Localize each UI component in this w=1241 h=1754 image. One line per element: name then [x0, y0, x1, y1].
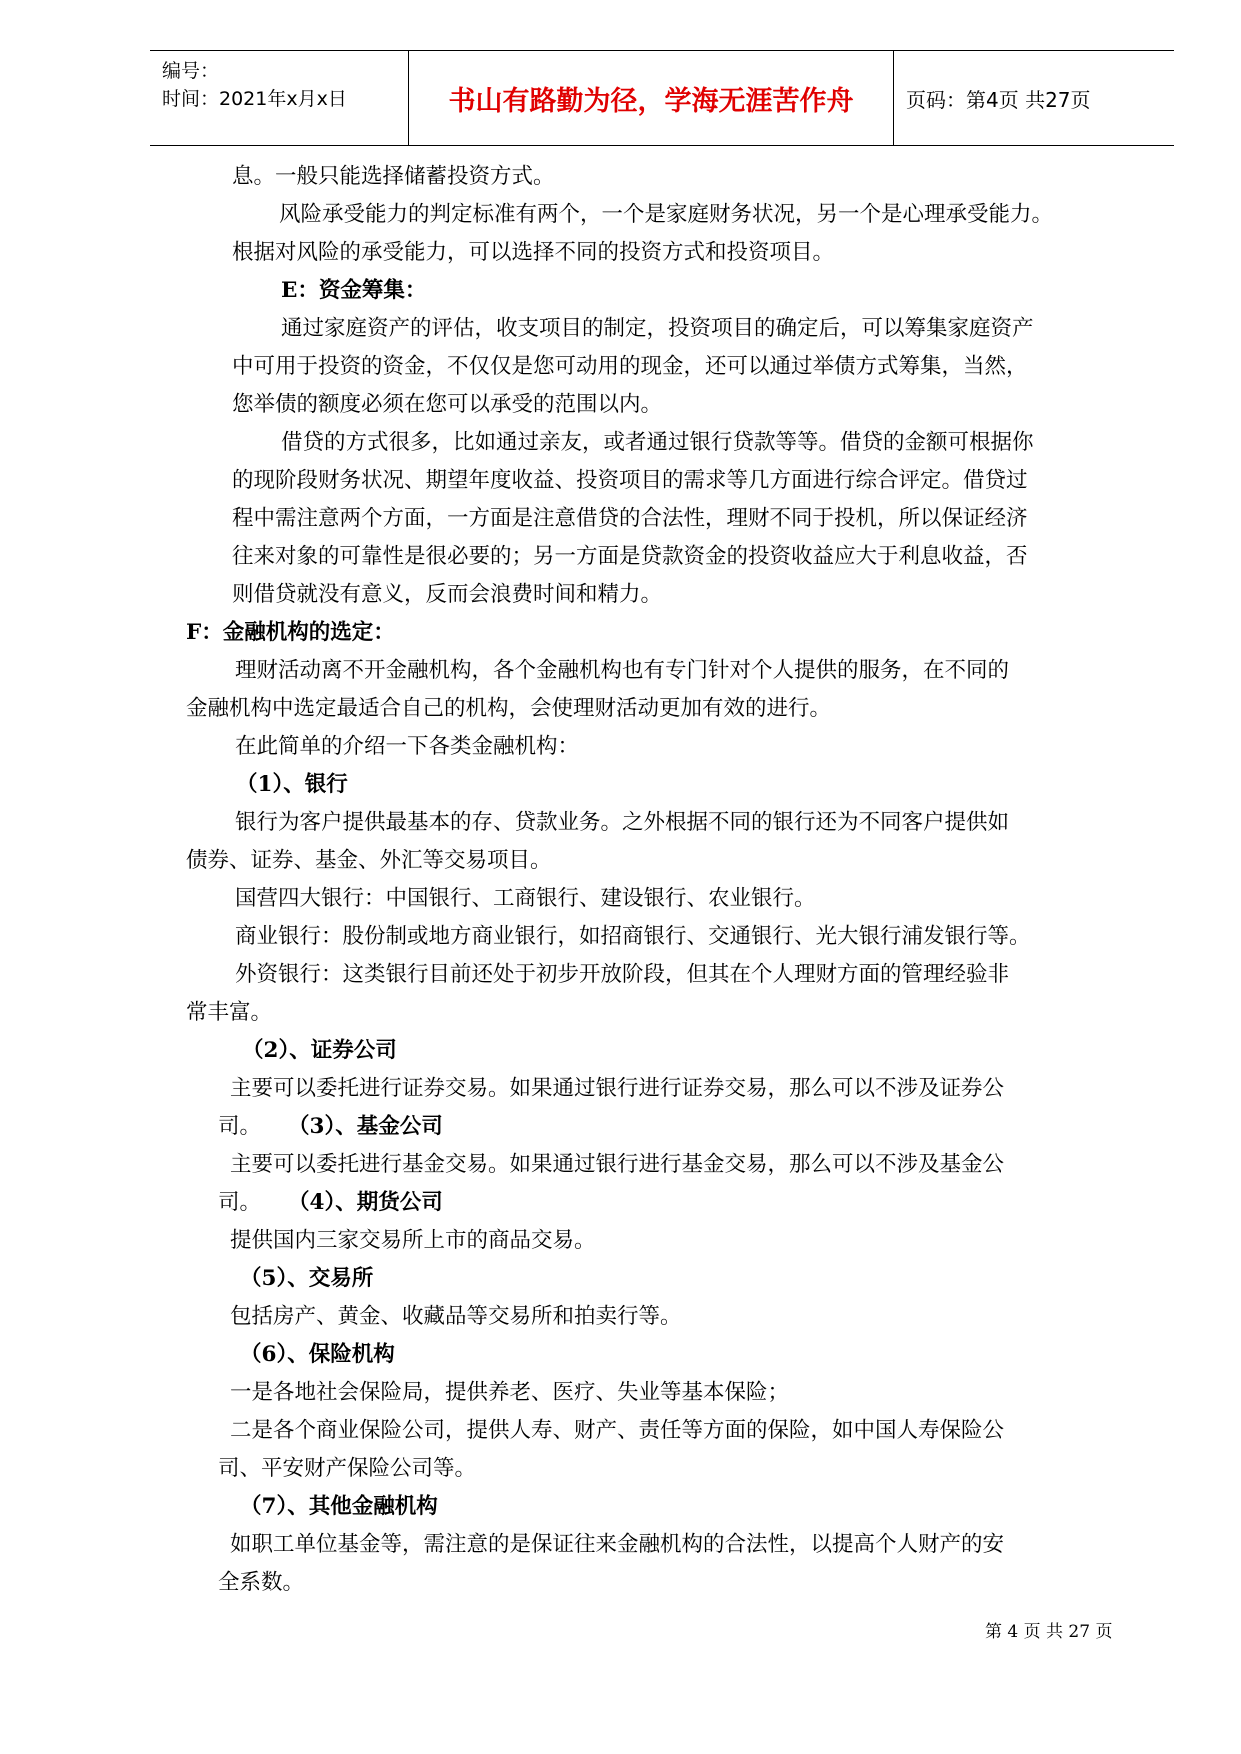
- text-line: 在此简单的介绍一下各类金融机构：: [235, 734, 580, 759]
- text-line: 债券、证券、基金、外汇等交易项目。: [186, 848, 552, 873]
- subsection-heading: （7）、其他金融机构: [240, 1494, 438, 1519]
- text-line: 程中需注意两个方面，一方面是注意借贷的合法性，理财不同于投机，所以保证经济: [232, 506, 1028, 531]
- text-line: 主要可以委托进行证券交易。如果通过银行进行证券交易，那么可以不涉及证券公: [230, 1076, 1005, 1101]
- subsection-heading: （2）、证券公司: [242, 1038, 397, 1063]
- number-label: 编号：: [162, 60, 220, 82]
- header-slogan: 书山有路勤为径，学海无涯苦作舟: [408, 51, 894, 145]
- page-footer: 第 4 页 共 27 页: [985, 1622, 1113, 1642]
- text-line: 外资银行：这类银行目前还处于初步开放阶段，但其在个人理财方面的管理经验非: [235, 962, 1010, 987]
- text-line: 金融机构中选定最适合自己的机构，会使理财活动更加有效的进行。: [186, 696, 832, 721]
- text-line: 如职工单位基金等，需注意的是保证往来金融机构的合法性，以提高个人财产的安: [230, 1532, 1005, 1557]
- text-line: 通过家庭资产的评估，收支项目的制定，投资项目的确定后，可以筹集家庭资产: [281, 316, 1034, 341]
- text-line: 常丰富。: [186, 1000, 273, 1025]
- text-line: 风险承受能力的判定标准有两个，一个是家庭财务状况，另一个是心理承受能力。: [279, 202, 1054, 227]
- text-line: 的现阶段财务状况、期望年度收益、投资项目的需求等几方面进行综合评定。借贷过: [232, 468, 1028, 493]
- text-line: 全系数。: [218, 1570, 305, 1595]
- text-line: 理财活动离不开金融机构，各个金融机构也有专门针对个人提供的服务，在不同的: [235, 658, 1010, 683]
- page-header: [150, 50, 1174, 146]
- time-label: 时间：2021年x月x日: [162, 88, 347, 110]
- text-line: 司。: [218, 1190, 262, 1215]
- text-line: 银行为客户提供最基本的存、贷款业务。之外根据不同的银行还为不同客户提供如: [235, 810, 1010, 835]
- text-line: 您举债的额度必须在您可以承受的范围以内。: [232, 392, 663, 417]
- text-line: 借贷的方式很多，比如通过亲友，或者通过银行贷款等等。借贷的金额可根据你: [281, 430, 1034, 455]
- subsection-heading: （6）、保险机构: [240, 1342, 395, 1367]
- text-line: 提供国内三家交易所上市的商品交易。: [230, 1228, 596, 1253]
- section-heading: E：资金筹集：: [281, 278, 427, 303]
- subsection-heading: （5）、交易所: [240, 1266, 374, 1291]
- text-line: 包括房产、黄金、收藏品等交易所和拍卖行等。: [230, 1304, 682, 1329]
- text-line: 司、平安财产保险公司等。: [218, 1456, 477, 1481]
- section-heading: F：金融机构的选定：: [186, 620, 395, 645]
- text-line: 二是各个商业保险公司，提供人寿、财产、责任等方面的保险，如中国人寿保险公: [230, 1418, 1005, 1443]
- text-line: 主要可以委托进行基金交易。如果通过银行进行基金交易，那么可以不涉及基金公: [230, 1152, 1005, 1177]
- subsection-heading: （3）、基金公司: [288, 1114, 443, 1139]
- text-line: 息。一般只能选择储蓄投资方式。: [232, 164, 555, 189]
- subsection-heading: （1）、银行: [236, 772, 348, 797]
- text-line: 中可用于投资的资金，不仅仅是您可动用的现金，还可以通过举债方式筹集，当然，: [232, 354, 1028, 379]
- text-line: 商业银行：股份制或地方商业银行，如招商银行、交通银行、光大银行浦发银行等。: [235, 924, 1031, 949]
- text-line: 往来对象的可靠性是很必要的；另一方面是贷款资金的投资收益应大于利息收益，否: [232, 544, 1028, 569]
- text-line: 则借贷就没有意义，反而会浪费时间和精力。: [232, 582, 663, 607]
- text-line: 司。: [218, 1114, 262, 1139]
- header-meta: [162, 57, 347, 113]
- text-line: 根据对风险的承受能力，可以选择不同的投资方式和投资项目。: [232, 240, 835, 265]
- subsection-heading: （4）、期货公司: [288, 1190, 443, 1215]
- text-line: 一是各地社会保险局，提供养老、医疗、失业等基本保险；: [230, 1380, 790, 1405]
- header-page-label: 页码：第4页 共27页: [906, 87, 1091, 112]
- text-line: 国营四大银行：中国银行、工商银行、建设银行、农业银行。: [235, 886, 816, 911]
